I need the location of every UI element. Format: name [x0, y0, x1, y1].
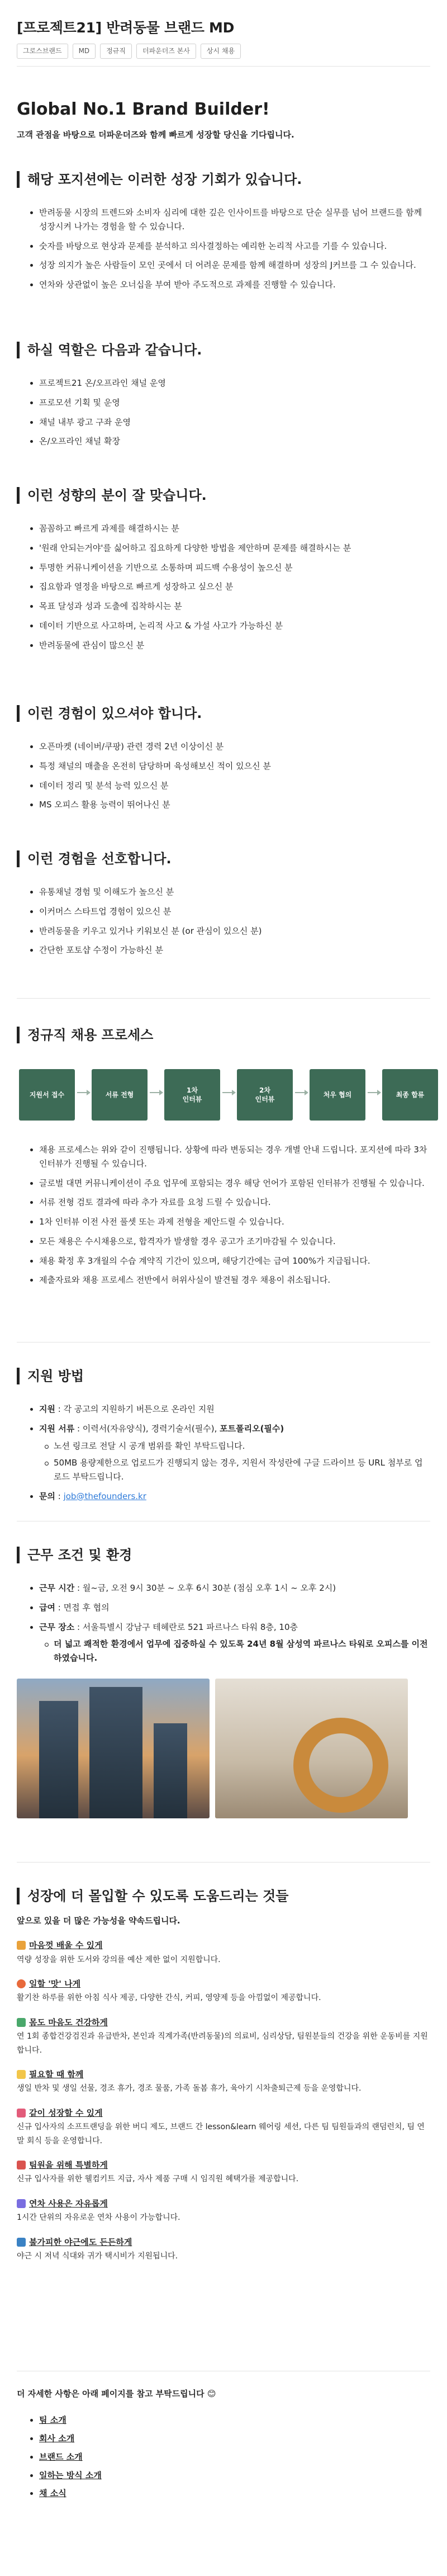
list-item	[30, 2487, 430, 2501]
list-item: 반려동물 시장의 트렌드와 소비자 심리에 대한 깊은 인사이트를 바탕으로 단순 실무를 넘어 브랜드를 함께 성장시켜 나가는 경험을 할 수 있습니다.	[30, 206, 430, 234]
divider	[17, 1342, 430, 1343]
hero-headline: Global No.1 Brand Builder!	[17, 100, 270, 119]
benefit-title: 불가피한 야근에도 든든하게	[17, 2235, 430, 2249]
list-item: 성장 의지가 높은 사람들이 모인 곳에서 더 어려운 문제를 함께 해결하며 성장의 J커브를 그 수 있습니다.	[30, 258, 430, 272]
list-item: 제출자료와 채용 프로세스 전반에서 허위사실이 발견될 경우 채용이 취소됩니다.	[30, 1273, 430, 1287]
bullet-list	[17, 206, 430, 292]
hero-lead: 고객 관점을 바탕으로 더파운더즈와 함께 빠르게 성장할 당신을 기다립니다.	[17, 130, 294, 140]
divider	[17, 1862, 430, 1863]
benefit-title: 일할 '맛' 나게	[17, 1977, 430, 1991]
company-intro-link[interactable]: 회사 소개	[39, 2433, 75, 2443]
work-style-link[interactable]: 일하는 방식 소개	[39, 2470, 102, 2480]
list-item: 유통채널 경험 및 이해도가 높으신 분	[30, 885, 430, 899]
process-step: 지원서 접수	[19, 1069, 75, 1121]
section-title: 하실 역할은 다음과 같습니다.	[17, 338, 430, 362]
list-item: 반려동물을 키우고 있거나 키워보신 분 (or 관심이 있으신 분)	[30, 924, 430, 938]
section-preferred	[17, 847, 430, 963]
list-item: 숫자를 바탕으로 현상과 문제를 분석하고 의사결정하는 예리한 논리적 사고를 기를 수 있습니다.	[30, 239, 430, 253]
list-item: 채용 확정 후 3개월의 수습 계약직 기간이 있으며, 해당기간에는 급여 100%가 지급됩니다.	[30, 1254, 430, 1268]
benefit-title: 같이 성장할 수 있게	[17, 2106, 430, 2120]
taxi-icon	[17, 2238, 26, 2247]
list-item: 근무 시간 : 월~금, 오전 9시 30분 ~ 오후 6시 30분 (점심 오후 1시 ~ 오후 2시)	[30, 1581, 430, 1595]
list-item: 1차 인터뷰 이전 사전 풀셋 또는 과제 전형을 제안드릴 수 있습니다.	[30, 1215, 430, 1229]
bullet-list	[17, 1402, 430, 1504]
process-step: 최종 합류	[382, 1069, 438, 1121]
calendar-icon	[17, 2199, 26, 2208]
team-intro-link[interactable]: 팀 소개	[39, 2415, 66, 2426]
tag[interactable]: MD	[73, 44, 96, 59]
sub-list	[39, 1637, 430, 1665]
contact-email-link[interactable]: job@thefounders.kr	[63, 1491, 146, 1501]
arrow-icon	[368, 1092, 380, 1093]
arrow-icon	[295, 1092, 307, 1093]
list-item: 급여 : 면접 후 협의	[30, 1601, 430, 1615]
list-item: 오픈마켓 (네이버/쿠팡) 관련 경력 2년 이상이신 분	[30, 740, 430, 754]
list-item: 모든 채용은 수시채용으로, 합격자가 발생할 경우 공고가 조기마감될 수 있습니다.	[30, 1235, 430, 1249]
bullet-list	[17, 740, 430, 812]
office-lobby-photo	[215, 1679, 408, 1818]
list-item: 온/오프라인 채널 확장	[30, 434, 430, 448]
benefit-title: 몸도 마음도 건강하게	[17, 2015, 430, 2030]
section-title: 이런 경험이 있으셔야 합니다.	[17, 702, 430, 725]
section-fit	[17, 484, 430, 658]
book-icon	[17, 1941, 26, 1950]
sub-item: 50MB 용량제한으로 업로드가 진행되지 않는 경우, 지원서 작성란에 구글 드라이브 등 URL 첨부로 업로드 부탁드립니다.	[45, 1456, 430, 1484]
list-item	[30, 2450, 430, 2464]
bullet-list	[17, 522, 430, 652]
office-photos	[17, 1679, 430, 1818]
section-more	[17, 2386, 430, 2505]
list-item: 이커머스 스타트업 경험이 있으신 분	[30, 905, 430, 919]
growth-icon	[17, 2109, 26, 2117]
section-title: 성장에 더 몰입할 수 있도록 도움드리는 것들	[17, 1884, 430, 1908]
list-item: 꼼꼼하고 빠르게 과제를 해결하시는 분	[30, 522, 430, 536]
bullet-list	[17, 1581, 430, 1665]
divider	[17, 998, 430, 999]
list-item: 문의 : job@thefounders.kr	[30, 1490, 430, 1504]
benefit-desc: 야근 시 저녁 식대와 귀가 택시비가 지원됩니다.	[17, 2251, 178, 2261]
tag[interactable]: 상시 채용	[201, 44, 241, 59]
list-item: 투명한 커뮤니케이션을 기반으로 소통하며 피드백 수용성이 높으신 분	[30, 561, 430, 575]
gift-icon	[17, 2070, 26, 2079]
section-title: 이런 경험을 선호합니다.	[17, 847, 430, 871]
process-step: 처우 협의	[310, 1069, 365, 1121]
list-item: MS 오피스 활용 능력이 뛰어나신 분	[30, 798, 430, 812]
list-item	[30, 2432, 430, 2446]
tag[interactable]: 그로스브랜드	[17, 44, 68, 59]
list-item: 근무 장소 : 서울특별시 강남구 테헤란로 521 파르나스 타워 8층, 10층 더 넓고 쾌적한 환경에서 업무에 집중하실 수 있도록 24년 8월 삼성역 파르나스 타워로 오피스를 이전하였습니다.	[30, 1620, 430, 1665]
benefit-desc: 역량 성장을 위한 도서와 강의를 예산 제한 없이 지원합니다.	[17, 1955, 221, 1964]
sub-list	[39, 1439, 430, 1484]
page-title: [프로젝트21] 반려동물 브랜드 MD	[17, 20, 235, 36]
list-item: 프로모션 기획 및 운영	[30, 396, 430, 410]
benefit-desc: 연 1회 종합건강검진과 유급반차, 본인과 직계가족(반려동물)의 의료비, 심리상담, 팀원분들의 건강을 위한 운동비를 지원합니다.	[17, 2032, 428, 2055]
process-step: 1차 인터뷰	[164, 1069, 220, 1121]
list-item	[30, 2469, 430, 2483]
sub-item: 더 넓고 쾌적한 환경에서 업무에 집중하실 수 있도록 24년 8월 삼성역 파르나스 타워로 오피스를 이전하였습니다.	[45, 1637, 430, 1665]
benefit-desc: 생일 반차 및 생일 선물, 경조 휴가, 경조 물품, 가족 돌봄 휴가, 육아기 시차출퇴근제 등을 운영합니다.	[17, 2084, 362, 2093]
benefit-title: 연차 사용은 자유롭게	[17, 2196, 430, 2211]
tag-list	[17, 44, 241, 59]
list-item: 간단한 포토샵 수정이 가능하신 분	[30, 943, 430, 957]
list-item: 데이터 기반으로 사고하며, 논리적 사고 & 가설 사고가 가능하신 분	[30, 619, 430, 633]
bullet-list	[17, 885, 430, 957]
benefit-title: 팀원을 위해 특별하게	[17, 2158, 430, 2172]
list-item: 프로젝트21 온/오프라인 채널 운영	[30, 376, 430, 390]
process-step: 2차 인터뷰	[237, 1069, 293, 1121]
bullet-list	[17, 1143, 430, 1287]
section-title: 정규직 채용 프로세스	[17, 1023, 430, 1047]
more-lead: 더 자세한 사항은 아래 페이지를 참고 부탁드립니다 😊	[17, 2389, 216, 2399]
brand-intro-link[interactable]: 브랜드 소개	[39, 2451, 83, 2462]
tag[interactable]: 더파운더즈 본사	[136, 44, 196, 59]
tag[interactable]: 정규직	[100, 44, 132, 59]
section-benefits	[17, 1884, 430, 2273]
meal-icon	[17, 1979, 26, 1988]
arrow-icon	[150, 1092, 162, 1093]
section-title: 근무 조건 및 환경	[17, 1543, 430, 1567]
divider	[17, 66, 430, 67]
section-growth	[17, 168, 430, 297]
office-building-photo	[17, 1679, 210, 1818]
section-required	[17, 702, 430, 817]
section-process	[17, 1023, 430, 1293]
list-item: 지원 서류 : 이력서(자유양식), 경력기술서(필수), 포트폴리오(필수) 노션 링크로 전달 시 공개 범위를 확인 부탁드립니다. 50MB 용량제한으로 업로드가 진행되지 않는 경우, 지원서 작성란에 구글 드라이브 등 URL 첨부로 업로드 부탁드립니다.	[30, 1422, 430, 1484]
list-item: 지원 : 각 공고의 지원하기 버튼으로 온라인 지원	[30, 1402, 430, 1416]
list-item: '원래 안되는거야'를 싫어하고 집요하게 다양한 방법을 제안하며 문제를 해결하시는 분	[30, 541, 430, 555]
arrow-icon	[222, 1092, 235, 1093]
list-item: 채용 프로세스는 위와 같이 진행됩니다. 상황에 따라 변동되는 경우 개별 안내 드립니다. 포지션에 따라 3차 인터뷰가 진행될 수 있습니다.	[30, 1143, 430, 1171]
section-title: 지원 방법	[17, 1364, 430, 1388]
sub-item: 노션 링크로 전달 시 공개 범위를 확인 부탁드립니다.	[45, 1439, 430, 1453]
benefit-desc: 신규 입사자를 위한 웰컴키트 지급, 자사 제품 구매 시 임직원 혜택가를 제공합니다.	[17, 2175, 299, 2184]
bullet-list	[17, 376, 430, 448]
link-list	[17, 2413, 430, 2501]
process-step: 서류 전형	[92, 1069, 148, 1121]
benefit-desc: 활기찬 하루를 위한 아침 식사 제공, 다양한 간식, 커피, 영양제 등을 아낌없이 제공합니다.	[17, 1993, 321, 2003]
section-conditions	[17, 1543, 430, 1818]
news-link[interactable]: 채 소식	[39, 2488, 66, 2499]
section-role	[17, 338, 430, 454]
benefit-desc: 1시간 단위의 자유로운 연차 사용이 가능합니다.	[17, 2213, 180, 2222]
list-item: 글로벌 대면 커뮤니케이션이 주요 업무에 포함되는 경우 해당 언어가 포함된 인터뷰가 진행될 수 있습니다.	[30, 1176, 430, 1190]
benefits-lead: 앞으로 있을 더 많은 가능성을 약속드립니다.	[17, 1916, 180, 1926]
list-item: 연차와 상관없이 높은 오너십을 부여 받아 주도적으로 과제를 진행할 수 있습니다.	[30, 278, 430, 292]
benefit-title: 필요할 때 함께	[17, 2067, 430, 2082]
benefit-title: 마음껏 배울 수 있게	[17, 1938, 430, 1953]
section-title: 해당 포지션에는 이러한 성장 기회가 있습니다.	[17, 168, 430, 191]
list-item: 목표 달성과 성과 도출에 집착하시는 분	[30, 599, 430, 613]
arrow-icon	[77, 1092, 89, 1093]
section-apply	[17, 1364, 430, 1509]
list-item: 특정 채널의 매출을 온전히 담당하며 육성해보신 적이 있으신 분	[30, 759, 430, 773]
benefit-desc: 신규 입사자의 소프트랜딩을 위한 버디 제도, 브랜드 간 lesson&learn 웨어링 세션, 다른 팀 팀원들과의 랜덤런치, 팀 연말 회식 등을 운영합니다.	[17, 2123, 425, 2145]
list-item: 데이터 정리 및 분석 능력 있으신 분	[30, 779, 430, 793]
kit-icon	[17, 2161, 26, 2169]
section-title: 이런 성향의 분이 잘 맞습니다.	[17, 484, 430, 507]
list-item: 채널 내부 광고 구좌 운영	[30, 415, 430, 429]
list-item	[30, 2413, 430, 2427]
health-icon	[17, 2018, 26, 2027]
process-flow	[19, 1069, 430, 1125]
list-item: 서류 전형 검토 결과에 따라 추가 자료를 요청 드릴 수 있습니다.	[30, 1195, 430, 1209]
list-item: 집요함과 열정을 바탕으로 빠르게 성장하고 싶으신 분	[30, 580, 430, 594]
list-item: 반려동물에 관심이 많으신 분	[30, 639, 430, 653]
